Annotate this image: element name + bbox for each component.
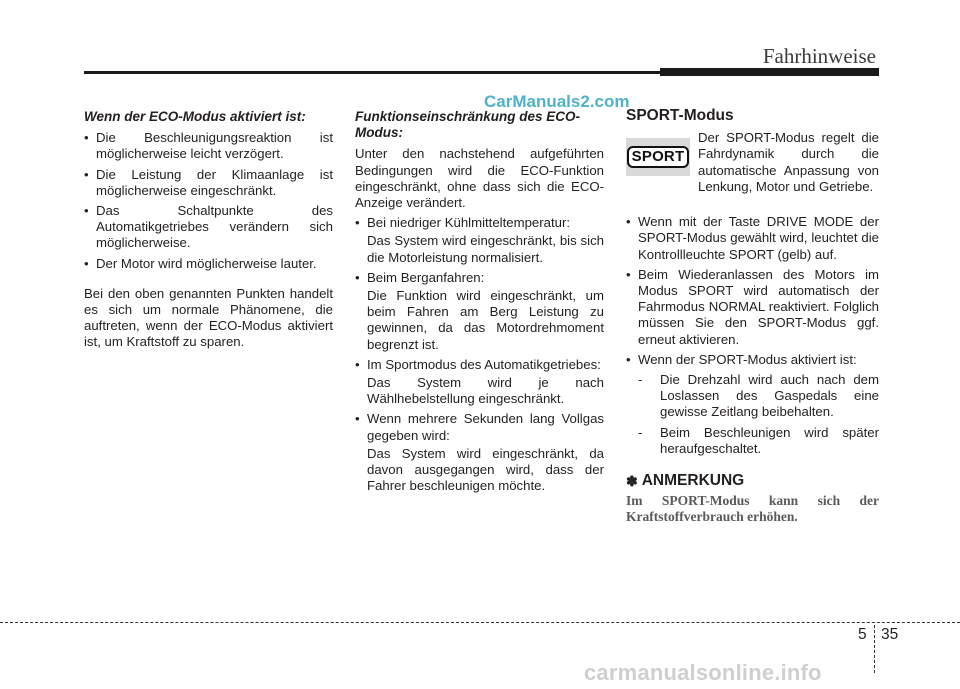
list-item-label: Beim Berganfahren:	[367, 269, 485, 285]
list-item: • Wenn der SPORT-Modus aktiviert ist:	[626, 352, 879, 368]
sport-mode-heading: SPORT-Modus	[626, 107, 734, 124]
list-item	[355, 357, 604, 408]
list-item-text: Das System wird eingeschränkt, da davon ausgegangen wird, dass der Fahrer beschleunigen möchte.	[367, 445, 604, 494]
eco-restriction-heading: Funktionseinschränkung des ECO-Modus:	[355, 109, 581, 141]
eco-note-paragraph: Bei den oben genannten Punkten handelt es sich um normale Phänomene, die auftreten, wenn der ECO-Modus aktiviert ist, um Kraftstoff zu sparen.	[84, 285, 333, 350]
asterisk-icon: ✽	[626, 473, 638, 490]
eco-effects-list	[84, 130, 333, 272]
list-item: • Das Schaltpunkte des Automatikgetriebes verändern sich möglicherweise.	[84, 203, 333, 252]
note-heading	[626, 473, 879, 489]
note-text: Im SPORT-Modus kann sich der Kraftstoffverbrauch erhöhen.	[626, 493, 879, 525]
watermark-bottom[interactable]: carmanualsonline.info	[584, 660, 822, 685]
eco-active-heading: Wenn der ECO-Modus aktiviert ist:	[84, 109, 306, 124]
list-item-text: Die Funktion wird eingeschränkt, um beim Fahren am Berg Leistung zu gewinnen, da das Motordrehmoment begrenzt ist.	[367, 288, 604, 352]
sport-list	[626, 214, 879, 368]
sport-indicator-icon	[626, 138, 690, 176]
column-1	[84, 109, 333, 351]
list-item-text: Das System wird je nach Wählhebelstellung eingeschränkt.	[367, 375, 604, 407]
list-item	[355, 215, 604, 266]
list-item	[355, 270, 604, 353]
list-item-label: Bei niedriger Kühlmitteltemperatur:	[367, 215, 571, 231]
sport-description: Der SPORT-Modus regelt die Fahrdynamik durch die automatische Anpassung von Lenkung, Motor und Getriebe.	[698, 130, 879, 194]
list-item-text: Das System wird eingeschränkt, bis sich die Motorleistung normalisiert.	[367, 233, 604, 265]
eco-restriction-list	[355, 215, 604, 494]
sport-dash-item: - Die Drehzahl wird auch nach dem Loslassen des Gaspedals eine gewisse Zeitlang beibehalten.	[638, 372, 879, 420]
list-item-label: Im Sportmodus des Automatikgetriebes:	[367, 356, 601, 372]
list-item-label: Wenn mehrere Sekunden lang Vollgas gegeben wird:	[367, 411, 604, 443]
list-item	[355, 411, 604, 494]
page-number-divider	[874, 625, 876, 673]
list-item: • Beim Wiederanlassen des Motors im Modus SPORT wird automatisch der Fahrmodus NORMAL reaktiviert. Folglich müssen Sie den SPORT-Modus ggf. erneut aktivieren.	[626, 267, 879, 348]
watermark-top[interactable]: CarManuals2.com	[484, 92, 630, 111]
list-item: • Der Motor wird möglicherweise lauter.	[84, 256, 333, 272]
column-3	[626, 109, 879, 525]
sport-icon-label: SPORT	[627, 146, 690, 168]
sport-dash-item: - Beim Beschleunigen wird später heraufgeschaltet.	[638, 424, 879, 456]
list-item: • Wenn mit der Taste DRIVE MODE der SPORT-Modus gewählt wird, leuchtet die Kontrollleuchte SPORT (gelb) auf.	[626, 214, 879, 263]
page-number: 35	[881, 626, 899, 643]
list-item: • Die Beschleunigungsreaktion ist möglicherweise leicht verzögert.	[84, 130, 333, 162]
note-heading-text: ANMERKUNG	[641, 472, 745, 490]
header-rule-accent	[660, 68, 879, 76]
column-2	[355, 109, 604, 498]
header-title: Fahrhinweise	[762, 44, 876, 68]
dash-item-text: Die Drehzahl wird auch nach dem Loslassen des Gaspedals eine gewisse Zeitlang beibehalten.	[660, 372, 879, 420]
list-item: • Die Leistung der Klimaanlage ist möglicherweise eingeschränkt.	[84, 167, 333, 199]
dash-item-text: Beim Beschleunigen wird später heraufgeschaltet.	[660, 424, 879, 456]
footer-rule	[0, 622, 960, 623]
sport-indicator-block	[626, 130, 879, 214]
chapter-number: 5	[858, 626, 867, 643]
eco-restriction-intro: Unter den nachstehend aufgeführten Bedingungen wird die ECO-Funktion eingeschränkt, ohne dass sich die ECO-Anzeige verändert.	[355, 146, 604, 211]
